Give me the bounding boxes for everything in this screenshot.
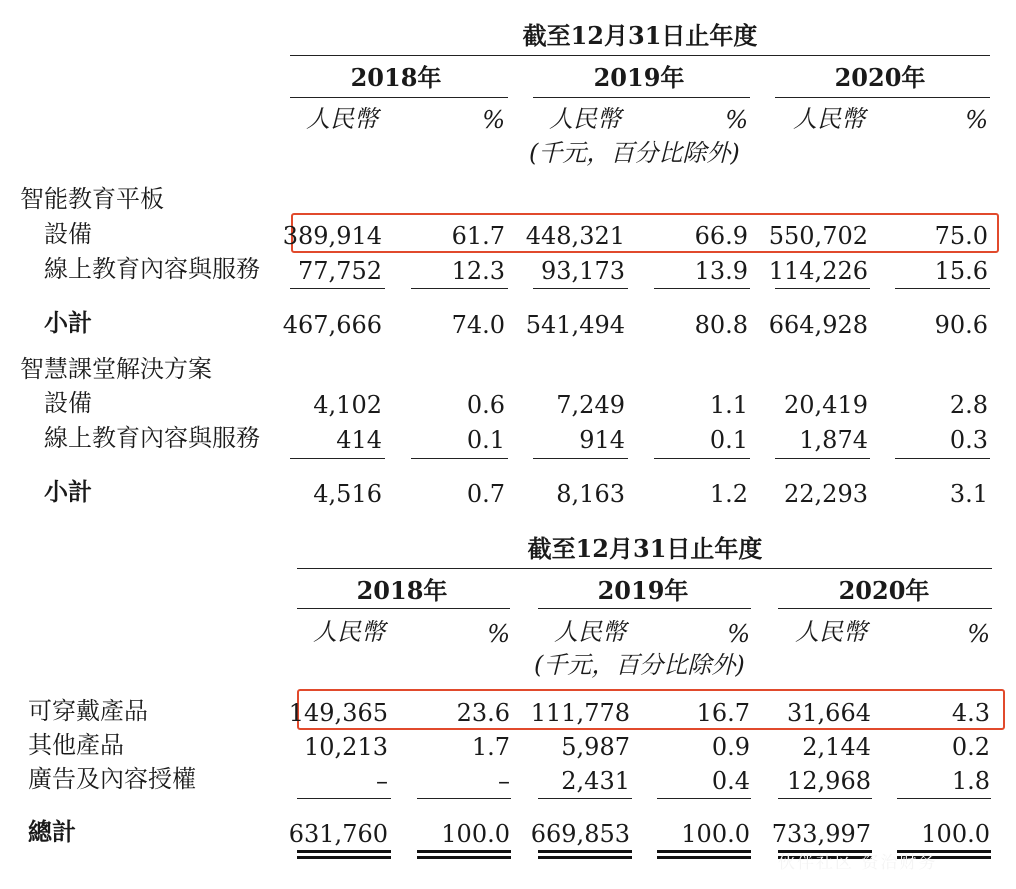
rule (533, 458, 628, 459)
cell-value: 114,226 (768, 257, 868, 285)
row-label: 其他產品 (28, 731, 124, 759)
cell-value: 0.4 (711, 767, 750, 795)
cell-value: 0.7 (466, 480, 505, 508)
cell-value: 0.3 (949, 426, 988, 454)
section-label: 智慧課堂解決方案 (20, 355, 212, 383)
cell-value: 1.7 (471, 733, 510, 761)
year-header-2019: 2019年 (597, 576, 689, 605)
cell-value: 8,163 (556, 480, 625, 508)
cell-value: 100.0 (441, 820, 510, 848)
rule (417, 798, 511, 799)
double-rule (538, 850, 632, 859)
cell-value: 61.7 (451, 222, 505, 250)
currency-label: 人民幣 (795, 618, 867, 646)
cell-value: 2,431 (561, 767, 630, 795)
cell-value: 1.1 (709, 391, 748, 419)
percent-label: % (967, 620, 990, 648)
cell-value: – (376, 767, 388, 795)
percent-label: % (725, 106, 748, 134)
cell-value: 75.0 (934, 222, 988, 250)
currency-label: 人民幣 (554, 618, 626, 646)
cell-value: 448,321 (525, 222, 625, 250)
cell-value: 16.7 (696, 699, 750, 727)
rule (533, 288, 628, 289)
row-label: 線上教育內容與服務 (44, 255, 260, 283)
rule (538, 608, 751, 609)
row-label: 設備 (44, 220, 92, 248)
cell-value: 111,778 (530, 699, 630, 727)
rule (775, 288, 870, 289)
rule (290, 55, 990, 56)
rule (895, 288, 990, 289)
rule (897, 798, 991, 799)
row-label: 可穿戴產品 (28, 697, 148, 725)
cell-value: 1.2 (709, 480, 748, 508)
double-rule (657, 850, 751, 859)
cell-value: 5,987 (561, 733, 630, 761)
percent-label: % (727, 620, 750, 648)
year-header-2019: 2019年 (593, 63, 685, 92)
rule (654, 458, 750, 459)
row-label: 總計 (28, 817, 76, 846)
cell-value: 550,702 (768, 222, 868, 250)
percent-label: % (965, 106, 988, 134)
rule (411, 288, 508, 289)
rule (778, 608, 992, 609)
rule (297, 608, 510, 609)
cell-value: 4,102 (313, 391, 382, 419)
rule (290, 97, 508, 98)
rule (775, 458, 870, 459)
rule (654, 288, 750, 289)
unit-note: (千元，百分比除外) (534, 651, 745, 679)
cell-value: 0.6 (466, 391, 505, 419)
row-label: 小計 (44, 477, 92, 506)
rule (778, 798, 872, 799)
section-label: 智能教育平板 (20, 185, 164, 213)
cell-value: 0.2 (951, 733, 990, 761)
cell-value: 12.3 (451, 257, 505, 285)
cell-value: 389,914 (282, 222, 382, 250)
cell-value: 467,666 (282, 311, 382, 339)
cell-value: 4.3 (951, 699, 990, 727)
cell-value: 149,365 (288, 699, 388, 727)
cell-value: 15.6 (934, 257, 988, 285)
cell-value: 914 (579, 426, 625, 454)
rule (775, 97, 990, 98)
row-label: 線上教育內容與服務 (44, 424, 260, 452)
rule (297, 568, 992, 569)
cell-value: 669,853 (530, 820, 630, 848)
double-rule (417, 850, 511, 859)
year-header-2020: 2020年 (838, 576, 930, 605)
cell-value: 414 (336, 426, 382, 454)
year-header-2020: 2020年 (834, 63, 926, 92)
percent-label: % (482, 106, 505, 134)
cell-value: 2,144 (802, 733, 871, 761)
row-label: 小計 (44, 308, 92, 337)
cell-value: 541,494 (525, 311, 625, 339)
watermark: 伙伴社区 资治财务 (778, 853, 938, 873)
rule (297, 798, 391, 799)
rule (411, 458, 508, 459)
highlight-box (291, 213, 999, 253)
cell-value: 2.8 (949, 391, 988, 419)
period-header: 截至12月31日止年度 (527, 534, 763, 563)
rule (895, 458, 990, 459)
cell-value: 0.1 (466, 426, 505, 454)
cell-value: 733,997 (771, 820, 871, 848)
cell-value: 100.0 (681, 820, 750, 848)
cell-value: 0.9 (711, 733, 750, 761)
cell-value: 3.1 (949, 480, 988, 508)
cell-value: 23.6 (456, 699, 510, 727)
currency-label: 人民幣 (549, 105, 621, 133)
cell-value: 100.0 (921, 820, 990, 848)
cell-value: 93,173 (541, 257, 625, 285)
cell-value: – (498, 767, 510, 795)
row-label: 廣告及內容授權 (28, 765, 196, 793)
highlight-box (297, 689, 1005, 730)
cell-value: 664,928 (768, 311, 868, 339)
currency-label: 人民幣 (306, 105, 378, 133)
year-header-2018: 2018年 (356, 576, 448, 605)
unit-note: (千元，百分比除外) (529, 139, 740, 167)
cell-value: 4,516 (313, 480, 382, 508)
rule (290, 288, 385, 289)
cell-value: 1.8 (951, 767, 990, 795)
cell-value: 0.1 (709, 426, 748, 454)
cell-value: 20,419 (784, 391, 868, 419)
cell-value: 10,213 (304, 733, 388, 761)
cell-value: 7,249 (556, 391, 625, 419)
cell-value: 12,968 (787, 767, 871, 795)
currency-label: 人民幣 (793, 105, 865, 133)
period-header: 截至12月31日止年度 (522, 21, 758, 50)
rule (657, 798, 751, 799)
row-label: 設備 (44, 389, 92, 417)
rule (538, 798, 632, 799)
double-rule (297, 850, 391, 859)
cell-value: 74.0 (451, 311, 505, 339)
cell-value: 13.9 (694, 257, 748, 285)
rule (533, 97, 750, 98)
rule (290, 458, 385, 459)
cell-value: 1,874 (799, 426, 868, 454)
cell-value: 66.9 (694, 222, 748, 250)
year-header-2018: 2018年 (350, 63, 442, 92)
currency-label: 人民幣 (313, 618, 385, 646)
cell-value: 77,752 (298, 257, 382, 285)
cell-value: 631,760 (288, 820, 388, 848)
cell-value: 31,664 (787, 699, 871, 727)
cell-value: 90.6 (934, 311, 988, 339)
cell-value: 80.8 (694, 311, 748, 339)
cell-value: 22,293 (784, 480, 868, 508)
percent-label: % (487, 620, 510, 648)
